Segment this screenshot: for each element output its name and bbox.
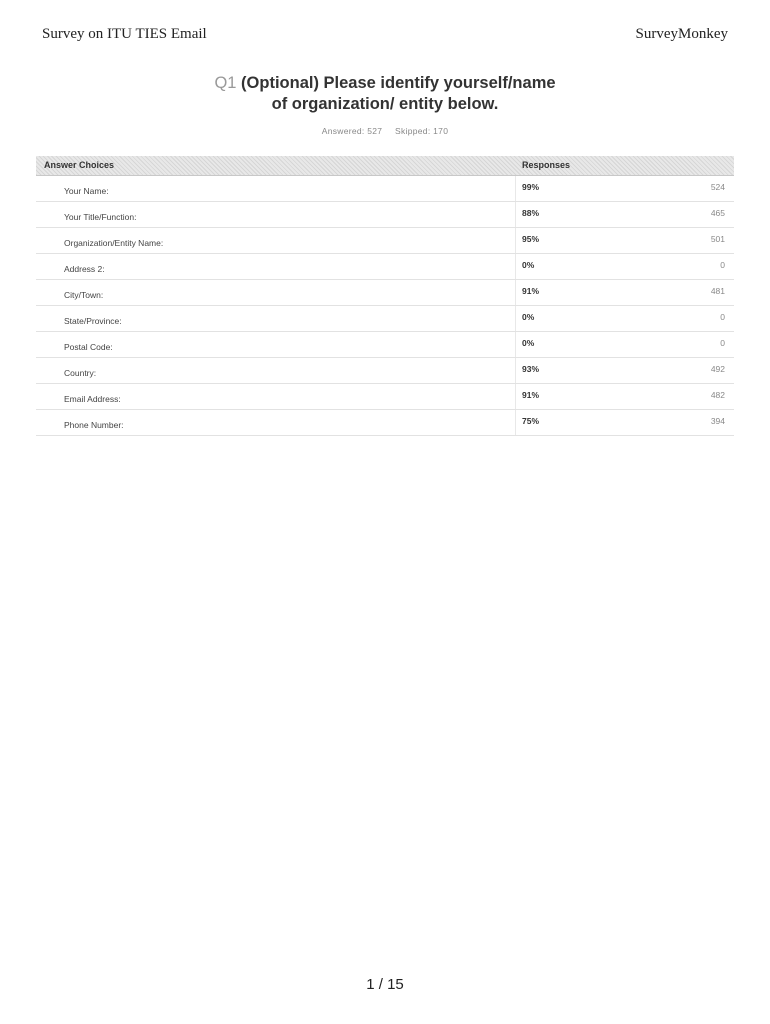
response-count: 481 xyxy=(710,286,725,296)
response-percent: 93% xyxy=(522,364,540,374)
response-percent: 0% xyxy=(522,338,535,348)
answer-choice: Your Name: xyxy=(64,186,109,196)
question-title xyxy=(0,73,770,115)
response-count: 465 xyxy=(710,208,725,218)
response-count: 482 xyxy=(710,390,725,400)
response-percent: 91% xyxy=(522,286,540,296)
answer-choice: City/Town: xyxy=(64,290,104,300)
answered-count: Answered: 527 xyxy=(321,126,383,136)
column-header-responses: Responses xyxy=(522,160,571,170)
column-header-answer-choices: Answer Choices xyxy=(44,160,115,170)
answer-choice: State/Province: xyxy=(64,316,122,326)
table-row xyxy=(36,358,734,384)
table-row xyxy=(36,332,734,358)
table-row xyxy=(36,384,734,410)
question-number: Q1 xyxy=(214,74,237,92)
response-count: 394 xyxy=(710,416,725,426)
response-count: 501 xyxy=(710,234,725,244)
question-title-line2: of organization/ entity below. xyxy=(271,95,499,113)
question-stats xyxy=(0,126,770,136)
brand-header: SurveyMonkey xyxy=(635,26,728,42)
response-count: 492 xyxy=(710,364,725,374)
answer-choice: Address 2: xyxy=(64,264,105,274)
response-percent: 75% xyxy=(522,416,540,426)
table-row xyxy=(36,410,734,436)
response-count: 0 xyxy=(720,312,725,322)
response-count: 0 xyxy=(720,338,725,348)
table-header xyxy=(36,156,734,176)
response-percent: 0% xyxy=(522,312,535,322)
question-title-line1: (Optional) Please identify yourself/name xyxy=(241,74,556,92)
response-percent: 0% xyxy=(522,260,535,270)
table-row xyxy=(36,254,734,280)
table-row xyxy=(36,306,734,332)
table-row xyxy=(36,228,734,254)
table-row xyxy=(36,202,734,228)
page-number: 1 / 15 xyxy=(366,976,404,993)
survey-title-header: Survey on ITU TIES Email xyxy=(42,26,207,42)
response-percent: 95% xyxy=(522,234,540,244)
response-percent: 99% xyxy=(522,182,540,192)
answer-choice: Postal Code: xyxy=(64,342,113,352)
answer-choice: Organization/Entity Name: xyxy=(64,238,164,248)
responses-table xyxy=(36,156,734,436)
response-count: 0 xyxy=(720,260,725,270)
answer-choice: Email Address: xyxy=(64,394,121,404)
response-percent: 91% xyxy=(522,390,540,400)
table-row xyxy=(36,280,734,306)
response-percent: 88% xyxy=(522,208,540,218)
skipped-count: Skipped: 170 xyxy=(395,126,449,136)
answer-choice: Country: xyxy=(64,368,97,378)
response-count: 524 xyxy=(710,182,725,192)
table-row xyxy=(36,176,734,202)
answer-choice: Your Title/Function: xyxy=(64,212,137,222)
table-body xyxy=(36,176,734,436)
answer-choice: Phone Number: xyxy=(64,420,124,430)
